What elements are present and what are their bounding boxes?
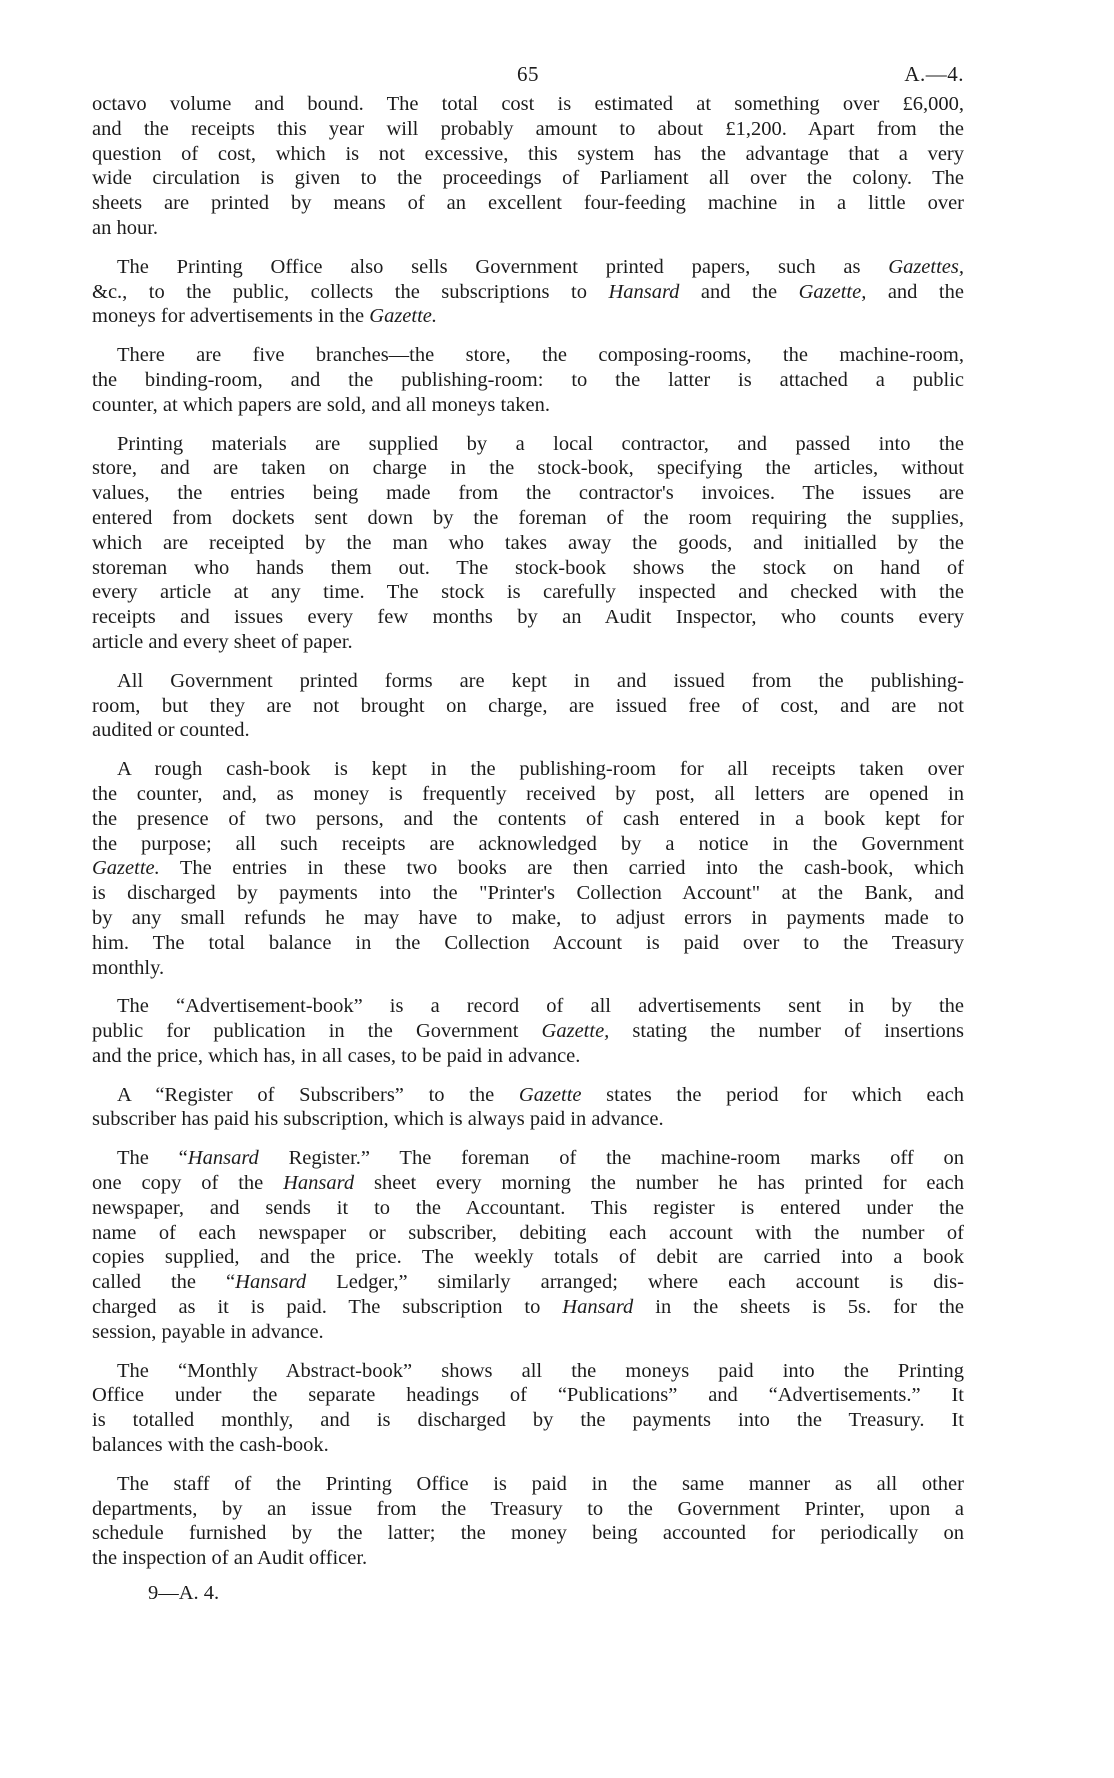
text-segment: and the [866,280,964,303]
text-segment: called the “ [92,1271,236,1294]
text-line [92,1146,964,1171]
text-segment: subscriber has paid his subscription, which is always paid in advance. [92,1108,664,1131]
text-segment: monthly. [92,956,165,979]
text-line [92,1546,964,1571]
text-segment: Register.” The foreman of the machine-room marks off on [258,1147,964,1170]
text-segment: and the price, which has, in all cases, to be paid in advance. [92,1044,581,1067]
paragraph [92,1146,964,1344]
text-segment: The “Advertisement-book” is a record of all advertisements sent in by the [117,995,964,1018]
text-line [92,456,964,481]
text-line [92,556,964,581]
text-line [92,216,964,241]
text-line [92,1270,964,1295]
text-segment: newspaper, and sends it to the Accountant. This register is entered under the [92,1196,964,1219]
text-segment: the counter, and, as money is frequently received by post, all letters are opened in [92,782,964,805]
italic-text: Hansard [608,280,680,303]
italic-text: Gazette. [92,857,160,880]
text-segment: audited or counted. [92,719,250,742]
text-segment: receipts and issues every few months by an Audit Inspector, who counts every [92,606,964,629]
text-segment: wide circulation is given to the proceedings of Parliament all over the colony. The [92,167,964,190]
text-segment: storeman who hands them out. The stock-book shows the stock on hand of [92,556,964,579]
document-page [92,62,964,1605]
text-line [92,1171,964,1196]
text-segment: stating the number of insertions [609,1020,965,1043]
paragraph [92,757,964,980]
text-segment: the purpose; all such receipts are acknowledged by a notice in the Government [92,832,964,855]
paragraph [92,994,964,1068]
text-line [92,669,964,694]
italic-text: Gazette, [798,280,867,303]
text-line [92,432,964,457]
text-segment: session, payable in advance. [92,1320,324,1343]
text-line [92,1320,964,1345]
text-segment: every article at any time. The stock is carefully inspected and checked with the [92,581,964,604]
paragraph [92,432,964,655]
text-segment: and the [679,280,799,303]
text-line [92,368,964,393]
text-line [92,994,964,1019]
text-segment: the presence of two persons, and the contents of cash entered in a book kept for [92,807,964,830]
paragraph [92,1359,964,1458]
text-segment: Office under the separate headings of “Publications” and “Advertisements.” It [92,1384,964,1407]
page-number: 65 [517,62,539,86]
text-segment: store, and are taken on charge in the stock-book, specifying the articles, without [92,457,964,480]
italic-text: Gazette [518,1083,582,1106]
text-segment: copies supplied, and the price. The weekly totals of debit are carried into a book [92,1246,964,1269]
body-text [92,92,964,1571]
text-segment: sheets are printed by means of an excellent four-feeding machine in a little over [92,192,964,215]
text-line [92,506,964,531]
text-line [92,1083,964,1108]
text-segment: sheet every morning the number he has printed for each [354,1172,964,1195]
text-segment: room, but they are not brought on charge, are issued free of cost, and are not [92,694,964,717]
text-line [92,191,964,216]
document-reference: A.—4. [904,62,964,86]
text-segment: the inspection of an Audit officer. [92,1547,368,1570]
text-segment: which are receipted by the man who takes away the goods, and initialled by the [92,531,964,554]
text-segment: The staff of the Printing Office is paid in the same manner as all other [117,1472,964,1495]
text-segment: All Government printed forms are kept in and issued from the publishing- [117,669,964,692]
text-line [92,1019,964,1044]
text-line [92,807,964,832]
signature-mark: 9—A. 4. [148,1582,220,1605]
text-line [92,881,964,906]
text-line [92,1383,964,1408]
text-segment: public for publication in the Government [92,1020,542,1043]
paragraph [92,1472,964,1571]
paragraph [92,343,964,417]
text-line [92,906,964,931]
text-line [92,1433,964,1458]
text-segment: departments, by an issue from the Treasury to the Government Printer, upon a [92,1497,964,1520]
text-line [92,832,964,857]
text-segment: article and every sheet of paper. [92,630,353,653]
text-line [92,1044,964,1069]
paragraph [92,92,964,241]
text-segment: &c., to the public, collects the subscriptions to [92,280,609,303]
paragraph [92,669,964,743]
italic-text: Hansard [562,1296,634,1319]
text-line [92,1521,964,1546]
text-line [92,280,964,305]
text-segment: A rough cash-book is kept in the publishing-room for all receipts taken over [117,758,964,781]
text-line [92,856,964,881]
text-line [92,166,964,191]
text-line [92,757,964,782]
text-line [92,142,964,167]
text-line [92,117,964,142]
text-segment: counter, at which papers are sold, and all moneys taken. [92,393,550,416]
text-segment: is totalled monthly, and is discharged by the payments into the Treasury. It [92,1409,964,1432]
text-line [92,956,964,981]
text-line [92,1221,964,1246]
text-segment: an hour. [92,216,159,239]
text-segment: question of cost, which is not excessive, this system has the advantage that a very [92,142,964,165]
text-segment: octavo volume and bound. The total cost is estimated at something over £6,000, [92,93,964,115]
paragraph [92,1083,964,1133]
text-line [92,92,964,117]
italic-text: Hansard [283,1172,355,1195]
italic-text: Hansard [187,1147,259,1170]
text-line [92,1196,964,1221]
text-segment: The “ [117,1147,188,1170]
text-segment: is discharged by payments into the "Printer's Collection Account" at the Bank, and [92,882,964,905]
text-segment: balances with the cash-book. [92,1434,329,1457]
text-segment: schedule furnished by the latter; the money being accounted for periodically on [92,1522,964,1545]
text-line [92,694,964,719]
text-line [92,931,964,956]
text-segment: The Printing Office also sells Government printed papers, such as [117,255,889,278]
text-segment: by any small refunds he may have to make, to adjust errors in payments made to [92,906,964,929]
text-line [92,1107,964,1132]
page-header [92,62,964,92]
italic-text: Gazette. [369,305,438,328]
text-segment: The “Monthly Abstract-book” shows all the moneys paid into the Printing [117,1359,964,1382]
text-line [92,393,964,418]
text-segment: and the receipts this year will probably amount to about £1,200. Apart from the [92,117,964,140]
text-line [92,304,964,329]
text-segment: in the sheets is 5s. for the [633,1296,964,1319]
italic-text: Gazettes, [888,255,964,278]
text-segment: one copy of the [92,1172,284,1195]
text-segment: name of each newspaper or subscriber, debiting each account with the number of [92,1221,964,1244]
text-segment: moneys for advertisements in the [92,305,370,328]
text-segment: entered from dockets sent down by the foreman of the room requiring the supplies, [92,506,964,529]
text-line [92,255,964,280]
text-line [92,531,964,556]
text-segment: states the period for which each [581,1083,964,1106]
text-line [92,630,964,655]
text-line [92,1497,964,1522]
text-line [92,580,964,605]
text-line [92,1295,964,1320]
text-segment: A “Register of Subscribers” to the [117,1083,519,1106]
paragraph [92,255,964,329]
text-segment: The entries in these two books are then carried into the cash-book, which [159,857,964,880]
text-line [92,343,964,368]
text-segment: him. The total balance in the Collection Account is paid over to the Treasury [92,931,964,954]
text-line [92,1359,964,1384]
text-segment: charged as it is paid. The subscription to [92,1296,563,1319]
text-line [92,1245,964,1270]
text-line [92,481,964,506]
text-segment: There are five branches—the store, the composing-rooms, the machine-room, [117,344,964,367]
text-segment: values, the entries being made from the contractor's invoices. The issues are [92,482,964,505]
text-segment: Ledger,” similarly arranged; where each account is dis- [306,1271,964,1294]
italic-text: Hansard [235,1271,307,1294]
text-line [92,1408,964,1433]
text-segment: Printing materials are supplied by a local contractor, and passed into the [117,432,964,455]
italic-text: Gazette, [541,1020,610,1043]
text-line [92,605,964,630]
text-line [92,782,964,807]
text-line [92,718,964,743]
text-segment: the binding-room, and the publishing-room: to the latter is attached a public [92,368,964,391]
text-line [92,1472,964,1497]
